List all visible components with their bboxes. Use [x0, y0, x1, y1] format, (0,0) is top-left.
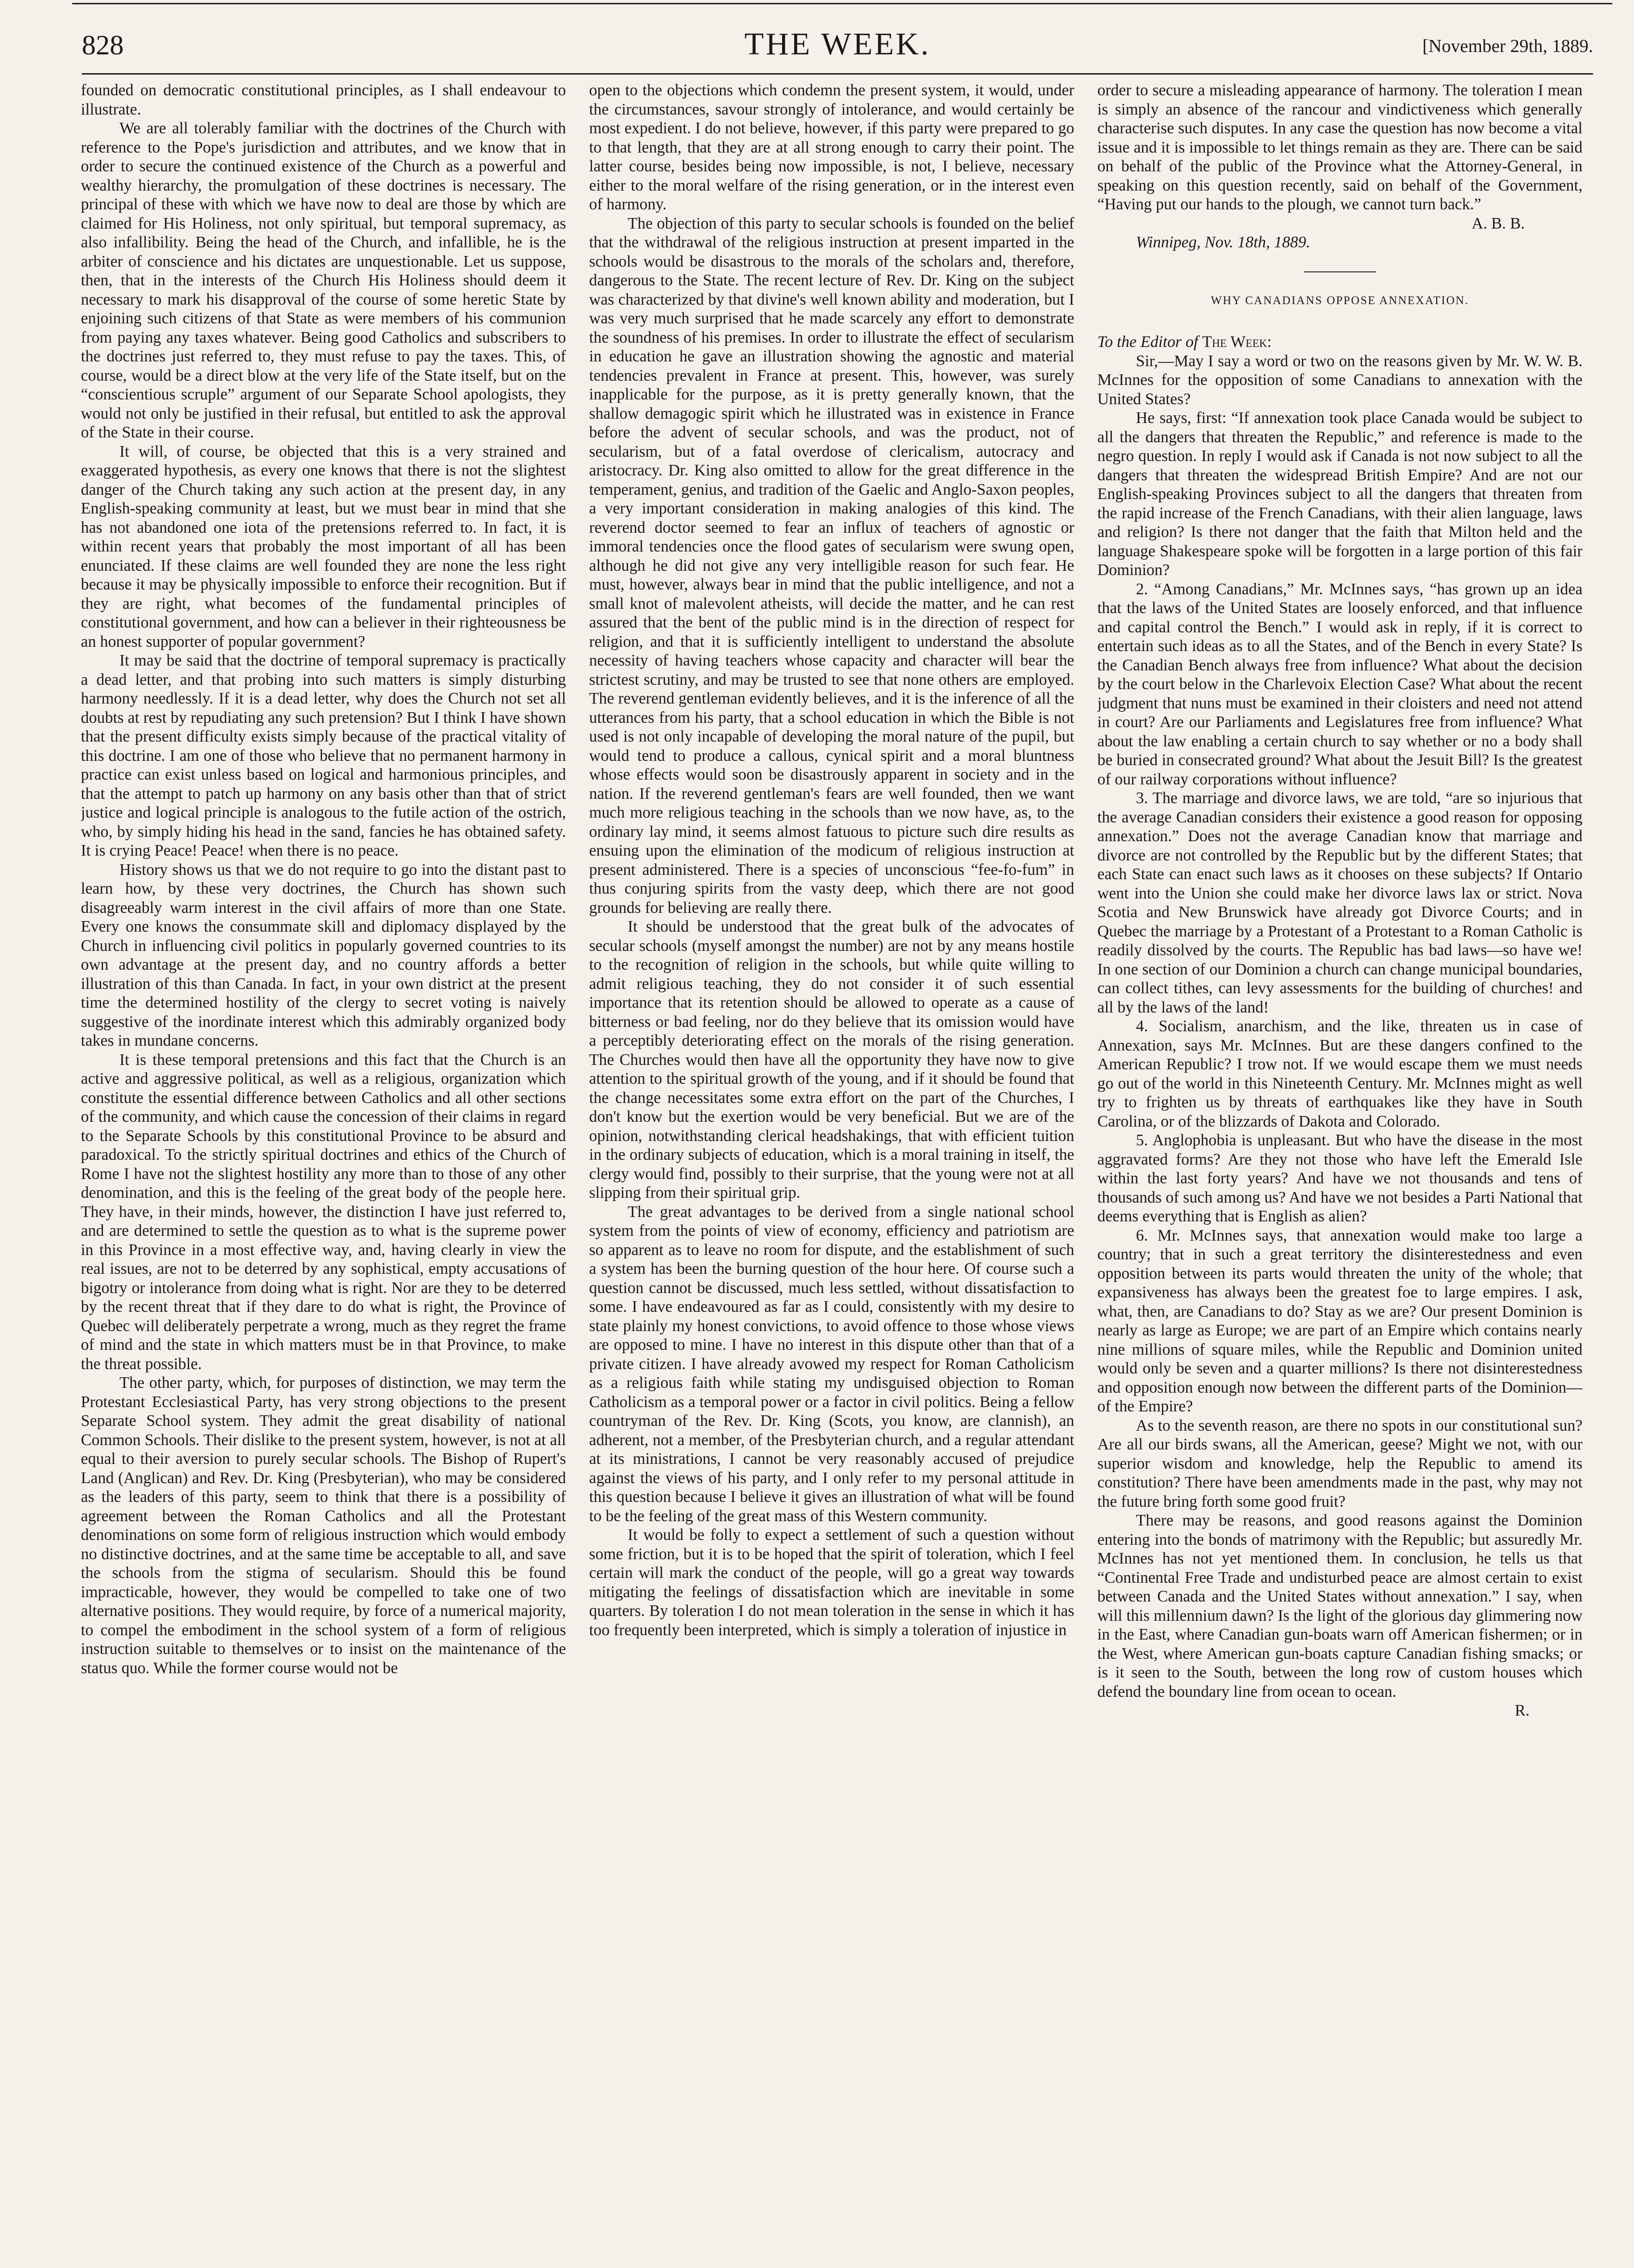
paragraph: founded on democratic constitutional principles, as I shall endeavour to illustrate.	[81, 81, 566, 118]
letter-place-date: Winnipeg, Nov. 18th, 1889.	[1136, 233, 1311, 251]
column-2	[589, 81, 1074, 2251]
section-divider	[1304, 271, 1376, 272]
paragraph: We are all tolerably familiar with the doctrines of the Church with reference to the Pope's jurisdiction and attributes, and we know that in order to secure the continued existence of the Church as a powerful and wealthy hierarchy, the promulgation of these doctrines is necessary. The principal of these with which we have now to deal are those by which are claimed for His Holiness, not only spiritual, but temporal supremacy, as also infallibility. Being the head of the Church, and infallible, he is the arbiter of conscience and his dictates are unquestionable. Let us suppose, then, that in the interests of the Church His Holiness should deem it necessary to mark his disapproval of the course of some heretic State by enjoining such citizens of that State as were members of his communion from paying any taxes whatever. Being good Catholics and subscribers to the doctrines just referred to, they must refuse to pay the taxes. This, of course, would be a direct blow at the very life of the State itself, but on the “conscientious scruple” argument of our Separate School apologists, they would not only be justified in their refusal, but entitled to ask the approval of the State in their course.	[81, 119, 566, 441]
paragraph: There may be reasons, and good reasons against the Dominion entering into the bonds of matrimony with the Republic; but assuredly Mr. McInnes has not yet mentioned them. In conclusion, he tells us that “Continental Free Trade and undisturbed peace are almost certain to exist between Canada and the United States without annexation.” I say, when will this millennium dawn? Is the light of the glorious day glimmering now in the East, where Canadian gun-boats warn off American fishermen; or in the West, where American gun-boats capture Canadian fishing smacks; or is it seen to the South, between the long row of custom houses which defend the boundary line from ocean to ocean.	[1097, 1512, 1583, 1701]
issue-date: [November 29th, 1889.	[1422, 36, 1593, 56]
page-number: 828	[82, 29, 124, 61]
letter-signature: A. B. B.	[1471, 214, 1525, 232]
paragraph: 2. “Among Canadians,” Mr. McInnes says, “has grown up an idea that the laws of the United States are loosely enforced, and that influence and capital control the Bench.” I would ask in reply, if it is correct to entertain such ideas as to all the States, and of the Bench in every State? Is the Canadian Bench always free from influence? What about the decision by the court below in the Charlevoix Election Case? What about the recent judgment that nuns must be examined in their cloisters and need not attend in court? Are our Parliaments and Legislatures free from influence? What about the law enabling a certain church to say whether or no a body shall be buried in consecrated ground? What about the Jesuit Bill? Is the greatest of our railway corporations without influence?	[1097, 580, 1583, 788]
to-editor-prefix: To the Editor of	[1097, 333, 1198, 351]
paragraph: It should be understood that the great bulk of the advocates of secular schools (myself amongst the number) are not by any means hostile to the recognition of religion in the schools, but while quite willing to admit religious teaching, they do not consider it of such essential importance that its retention should be allowed to operate as a cause of bitterness or bad feeling, nor do they believe that its omission would have a perceptibly deteriorating effect on the morals of the rising generation. The Churches would then have all the opportunity they have now to give attention to the spiritual growth of the young, and if it should be found that the change necessitates some extra effort on the part of the Churches, I don't know but the exertion would be very beneficial. But we are of the opinion, notwithstanding clerical headshakings, that with efficient tuition in the ordinary subjects of education, which is a moral training in itself, the clergy would find, possibly to their surprise, that the young were not at all slipping from their spiritual grip.	[589, 918, 1074, 1202]
paragraph: The great advantages to be derived from a single national school system from the points of view of economy, efficiency and patriotism are so apparent as to leave no room for dispute, and the establishment of such a system has been the burning question of the hour here. Of course such a question cannot be discussed, much less settled, without dissatisfaction to some. I have endeavoured as far as I could, consistently with my desire to state plainly my honest convictions, to avoid offence to those whose views are opposed to mine. I have no interest in this dispute other than that of a private citizen. I have already avowed my respect for Roman Catholicism as a religious faith while stating my undisguised objection to Roman Catholicism as a temporal power or a factor in civil politics. Being a fellow countryman of the Rev. Dr. King (Scots, you know, are clannish), an adherent, not a member, of the Presbyterian church, and a regular attendant at its ministrations, I cannot be very reasonably accused of prejudice against the views of his party, and I only refer to my personal attitude in this question because I believe it gives an illustration of what will be found to be the feeling of the great mass of this Western community.	[589, 1203, 1074, 1525]
paragraph: History shows us that we do not require to go into the distant past to learn how, by these very doctrines, the Church has shown such disagreeably warm interest in the civil affairs of more than one State. Every one knows the consummate skill and diplomacy displayed by the Church in influencing civil politics in popularly governed countries to its own advantage at the present day, and no country affords a better illustration of this than Canada. In fact, in your own district at the present time the determined hostility of the clergy to secret voting is naively suggestive of the inordinate interest which this admirably organized body takes in mundane concerns.	[81, 860, 566, 1050]
header-rule	[82, 73, 1593, 75]
to-editor-name: The Week:	[1202, 333, 1272, 351]
paragraph: The objection of this party to secular schools is founded on the belief that the withdrawal of the religious instruction at present imparted in the schools would be disastrous to the morals of the scholars and, therefore, dangerous to the State. The recent lecture of Rev. Dr. King on the subject was characterized by that divine's well known ability and moderation, but I was very much surprised that he made scarcely any effort to demonstrate the soundness of his premises. In order to illustrate the effect of secularism in education he gave an illustration showing the agnostic and material tendencies prevalent in France at present. This, however, was surely inapplicable for the purpose, as it is pretty generally known, that the shallow demagogic spirit which he illustrated was in existence in France before the advent of secular schools, and was the product, not of secularism, but of a fatal overdose of clericalism, autocracy and aristocracy. Dr. King also omitted to allow for the great difference in the temperament, genius, and tradition of the Gaelic and Anglo-Saxon peoples, a very important consideration in making analogies of this kind. The reverend doctor seemed to fear an influx of teachers of agnostic or immoral tendencies once the flood gates of secularism were swung open, although he did not give any very intelligible reason for such fear. He must, however, always bear in mind that the public intelligence, and not a small knot of malevolent atheists, will decide the matter, and he can rest assured that the bent of the public mind is in the direction of respect for religion, and that it is sufficiently intelligent to understand the absolute necessity of having teachers whose capacity and character will bear the strictest scrutiny, and may be trusted to see that none others are employed. The reverend gentleman evidently believes, and it is the inference of all the utterances from his party, that a school education in which the Bible is not used is not only incapable of developing the moral nature of the pupil, but would tend to produce a callous, cynical spirit and a moral bluntness whose effects would soon be disastrously apparent in society and in the nation. If the reverend gentleman's fears are well founded, then we want much more religious teaching in the schools than we now have, as, to the ordinary lay mind, it seems almost fatuous to picture such dire results as ensuing upon the elimination of the modicum of religious instruction at present administered. There is a species of unconscious “fee-fo-fum” in thus conjuring spirits from the vasty deep, which there are not good grounds for believing are really there.	[589, 214, 1074, 917]
section-title: WHY CANADIANS OPPOSE ANNEXATION.	[1210, 294, 1469, 307]
paragraph: It would be folly to expect a settlement of such a question without some friction, but it is to be hoped that the spirit of toleration, which I feel certain will mark the conduct of the people, will go a great way towards mitigating the feelings of dissatisfaction which are inevitable in some quarters. By toleration I do not mean toleration in the sense in which it has too frequently been interpreted, which is simply a toleration of injustice in	[589, 1526, 1074, 1639]
paragraph: 3. The marriage and divorce laws, we are told, “are so injurious that the average Canadian considers their existence a good reason for opposing annexation.” Does not the average Canadian know that marriage and divorce are not controlled by the Republic but by the different States; that each State can enact such laws as it chooses on these subjects? If Ontario went into the Union she could make her divorce laws lax or strict. Nova Scotia and New Brunswick have already got Divorce Courts; and in Quebec the marriage by a Protestant of a Protestant to a Roman Catholic is readily dissolved by the courts. The Republic has bad laws—so have we! In one section of our Dominion a church can change municipal boundaries, can collect tithes, can levy assessments for the building of churches! and all by the laws of the land!	[1097, 789, 1583, 1016]
paragraph: order to secure a misleading appearance of harmony. The toleration I mean is simply an absence of the rancour and vindictiveness which generally characterise such disputes. In any case the question has now become a vital issue and it is impossible to let things remain as they are. There can be said on behalf of the public of the Province what the Attorney-General, in speaking on this question recently, said on behalf of the Government, “Having put our hands to the plough, we cannot turn back.”	[1097, 81, 1583, 213]
column-3	[1097, 81, 1583, 2251]
paragraph: It is these temporal pretensions and this fact that the Church is an active and aggressive political, as well as a religious, organization which constitute the essential difference between Catholics and all other sections of the community, and which cause the concession of their claims in regard to the Separate Schools by this constitutional Province to be absurd and paradoxical. To the strictly spiritual doctrines and ethics of the Church of Rome I have not the slightest hostility any more than to those of any other denomination, and this is the feeling of the great body of the people here. They have, in their minds, however, the distinction I have just referred to, and are determined to settle the question as to what is the supreme power in this Province in a most effective way, and, having clearly in view the real issues, are not to be deterred by any sophistical, empty accusations of bigotry or intolerance from doing what is right. Nor are they to be deterred by the recent threat that if they dare to do what is right, the Province of Quebec will deliberately perpetrate a wrong, much as they regret the frame of mind and the state in which matters must be in that Province, to make the threat possible.	[81, 1051, 566, 1373]
paragraph: 5. Anglophobia is unpleasant. But who have the disease in the most aggravated forms? Are they not those who have left the Emerald Isle within the last forty years? And have we not thousands and tens of thousands of such among us? And have we not besides a Parti National that deems everything that is English as alien?	[1097, 1131, 1583, 1225]
top-border-rule	[72, 3, 1612, 4]
paragraph: 4. Socialism, anarchism, and the like, threaten us in case of Annexation, says Mr. McInnes. But are these dangers confined to the American Republic? I trow not. If we would escape them we must needs go out of the world in this Nineteenth Century. Mr. McInnes might as well try to frighten us by threats of earthquakes like they have in South Carolina, or of the blizzards of Dakota and Colorado.	[1097, 1017, 1583, 1130]
paragraph: It may be said that the doctrine of temporal supremacy is practically a dead letter, and that probing into such matters is simply disturbing harmony needlessly. If it is a dead letter, why does the Church not set all doubts at rest by repudiating any such pretension? But I think I have shown that the present difficulty exists simply because of the practical vitality of this doctrine. I am one of those who believe that no permanent harmony in practice can exist unless based on logical and harmonious principles, and that the attempt to patch up harmony on any basis other than that of strict justice and logical principle is analogous to the futile action of the ostrich, who, by simply hiding his head in the sand, fancies he has obtained safety. It is crying Peace! Peace! when there is no peace.	[81, 652, 566, 859]
paragraph: open to the objections which condemn the present system, it would, under the circumstances, savour strongly of intolerance, and would certainly be most expedient. I do not believe, however, if this party were prepared to go to that length, that they are at all strong enough to carry their point. The latter course, besides being now impossible, is not, I believe, necessary either to the moral welfare of the rising generation, or in the interest even of harmony.	[589, 81, 1074, 213]
paragraph: 6. Mr. McInnes says, that annexation would make too large a country; that in such a great territory the disinterestedness and even opposition between its parts would threaten the unity of the whole; that expansiveness has always been the greatest foe to large empires. I ask, what, then, are Canadians to do? Stay as we are? Our present Dominion is nearly as large as Europe; we are part of an Empire which contains nearly nine millions of square miles, while the Republic and Dominion united would only be seven and a quarter millions? Is there not disinterestedness and opposition enough now between the different parts of the Dominion—of the Empire?	[1097, 1226, 1583, 1415]
to-editor-line	[1097, 333, 1583, 352]
closing-signature: R.	[1515, 1702, 1530, 1719]
paragraph: It will, of course, be objected that this is a very strained and exaggerated hypothesis, as every one knows that there is not the slightest danger of the Church taking any such action at the present day, in any English-speaking community at least, but we must bear in mind that she has not abandoned one iota of the pretensions referred to. In fact, it is within recent years that probably the most important of all has been enunciated. If these claims are well founded they are none the less right because it may be physically impossible to enforce their recognition. But if they are right, what becomes of the fundamental principles of constitutional government, and how can a believer in their righteousness be an honest supporter of popular government?	[81, 442, 566, 651]
paragraph: Sir,—May I say a word or two on the reasons given by Mr. W. W. B. McInnes for the opposition of some Canadians to annexation with the United States?	[1097, 352, 1583, 408]
masthead-title: THE WEEK.	[744, 26, 931, 62]
paragraph: He says, first: “If annexation took place Canada would be subject to all the dangers that threaten the Republic,” and reference is made to the negro question. In reply I would ask if Canada is not now subject to all the dangers that threaten the widespread British Empire? And are not our English-speaking Provinces subject to all the dangers that threaten from the rapid increase of the French Canadians, with their alien language, laws and religion? Is there not danger that the faith that Milton held and the language Shakespeare spoke will be forgotten in a large portion of this fair Dominion?	[1097, 409, 1583, 579]
paragraph: As to the seventh reason, are there no spots in our constitutional sun? Are all our birds swans, all the American, geese? Might we not, with our superior wisdom and knowledge, help the Republic to amend its constitution? There have been amendments made in the past, why may not the future bring forth some good fruit?	[1097, 1416, 1583, 1511]
paragraph: The other party, which, for purposes of distinction, we may term the Protestant Ecclesiastical Party, has very strong objections to the present Separate School system. They admit the great disability of national Common Schools. Their dislike to the present system, however, is not at all equal to their aversion to purely secular schools. The Bishop of Rupert's Land (Anglican) and Rev. Dr. King (Presbyterian), who may be considered as the leaders of this party, seem to think that there is a possibility of agreement between the Roman Catholics and all the Protestant denominations on some form of religious instruction which would embody no distinctive doctrines, and at the same time be acceptable to all, and save the schools from the stigma of secularism. Should this be found impracticable, however, they would be compelled to take one of two alternative positions. They would require, by force of a numerical majority, to compel the embodiment in the school system of a form of religious instruction suitable to themselves or to insist on the maintenance of the status quo. While the former course would not be	[81, 1374, 566, 1677]
column-1	[81, 81, 566, 2251]
